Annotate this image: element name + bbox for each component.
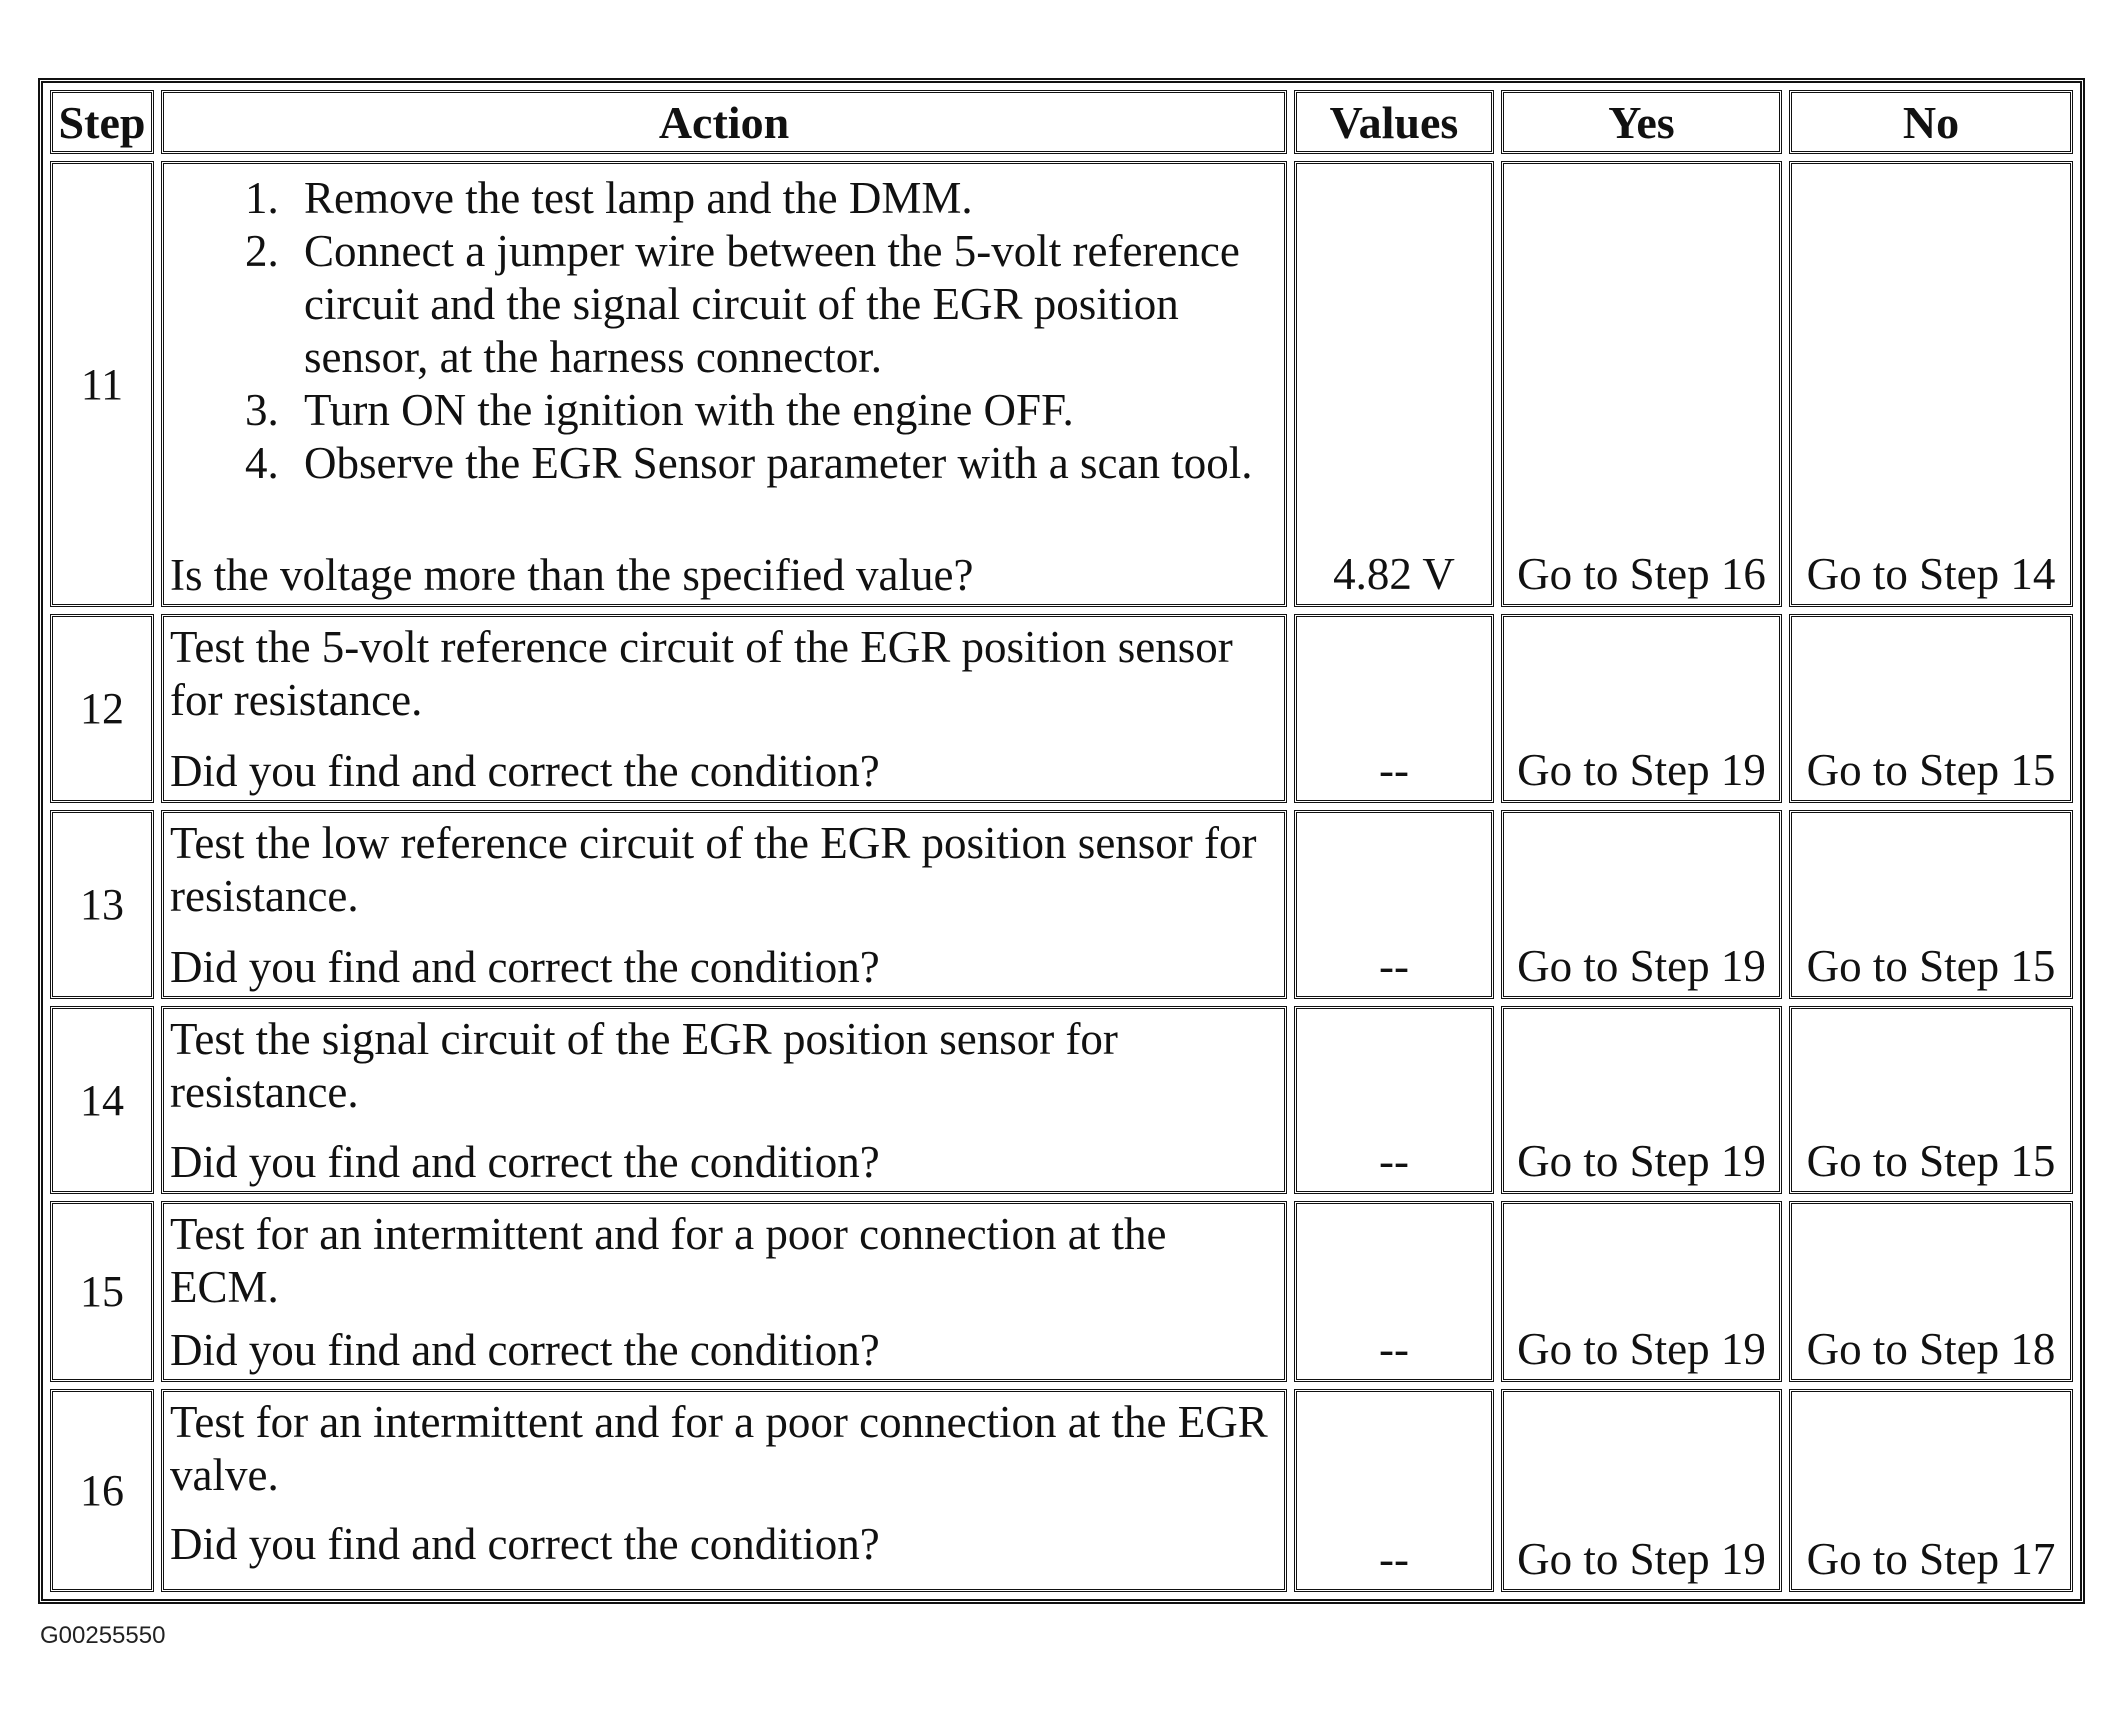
action-question: Did you find and correct the condition?	[170, 941, 880, 992]
action-cell	[161, 1006, 1287, 1195]
step-number: 15	[50, 1201, 154, 1381]
no-cell: Go to Step 17	[1789, 1389, 2073, 1592]
action-cell	[161, 161, 1287, 607]
header-no: No	[1789, 90, 2073, 154]
action-text: Test the signal circuit of the EGR position sensor for resistance.	[170, 1013, 1118, 1117]
table-row	[50, 614, 2073, 803]
yes-cell: Go to Step 19	[1501, 1006, 1782, 1195]
table-row	[50, 1006, 2073, 1195]
action-step-item: 3. Turn ON the ignition with the engine OFF.	[290, 384, 1278, 437]
action-question: Is the voltage more than the specified value?	[170, 550, 974, 601]
value-cell: --	[1294, 614, 1494, 803]
value-cell: 4.82 V	[1294, 161, 1494, 607]
value-cell: --	[1294, 1006, 1494, 1195]
step-number: 12	[50, 614, 154, 803]
step-number: 13	[50, 810, 154, 999]
table-row	[50, 1201, 2073, 1381]
action-cell	[161, 1389, 1287, 1592]
step-number: 14	[50, 1006, 154, 1195]
yes-cell: Go to Step 19	[1501, 1389, 1782, 1592]
action-text: Test for an intermittent and for a poor connection at the EGR valve.	[170, 1396, 1268, 1500]
action-cell	[161, 1201, 1287, 1381]
step-number: 11	[50, 161, 154, 607]
action-cell	[161, 614, 1287, 803]
no-cell: Go to Step 14	[1789, 161, 2073, 607]
value-cell: --	[1294, 810, 1494, 999]
action-question: Did you find and correct the condition?	[170, 1324, 880, 1375]
header-row	[50, 90, 2073, 154]
table-row	[50, 1389, 2073, 1592]
header-values: Values	[1294, 90, 1494, 154]
action-step-item: 4. Observe the EGR Sensor parameter with a scan tool.	[290, 437, 1278, 490]
header-action: Action	[161, 90, 1287, 154]
action-question: Did you find and correct the condition?	[170, 1519, 880, 1569]
header-yes: Yes	[1501, 90, 1782, 154]
no-cell: Go to Step 15	[1789, 810, 2073, 999]
figure-id: G00255550	[40, 1622, 166, 1649]
action-step-item: 2. Connect a jumper wire between the 5-volt reference circuit and the signal circuit of the EGR position sensor, at the harness connector.	[290, 225, 1278, 384]
value-cell: --	[1294, 1201, 1494, 1381]
step-number: 16	[50, 1389, 154, 1592]
diagnostic-table	[38, 78, 2085, 1604]
yes-cell: Go to Step 19	[1501, 810, 1782, 999]
action-cell	[161, 810, 1287, 999]
no-cell: Go to Step 15	[1789, 614, 2073, 803]
yes-cell: Go to Step 19	[1501, 614, 1782, 803]
action-step-item: 1. Remove the test lamp and the DMM.	[290, 172, 1278, 225]
action-question: Did you find and correct the condition?	[170, 746, 880, 797]
yes-cell: Go to Step 16	[1501, 161, 1782, 607]
table-row	[50, 810, 2073, 999]
yes-cell: Go to Step 19	[1501, 1201, 1782, 1381]
action-text: Test for an intermittent and for a poor connection at the ECM.	[170, 1209, 1167, 1313]
header-step: Step	[50, 90, 154, 154]
value-cell: --	[1294, 1389, 1494, 1592]
action-question: Did you find and correct the condition?	[170, 1137, 880, 1188]
no-cell: Go to Step 18	[1789, 1201, 2073, 1381]
action-steps-list	[170, 172, 1278, 490]
table-row	[50, 161, 2073, 607]
action-text: Test the 5-volt reference circuit of the EGR position sensor for resistance.	[170, 622, 1233, 726]
no-cell: Go to Step 15	[1789, 1006, 2073, 1195]
action-text: Test the low reference circuit of the EGR position sensor for resistance.	[170, 818, 1257, 922]
